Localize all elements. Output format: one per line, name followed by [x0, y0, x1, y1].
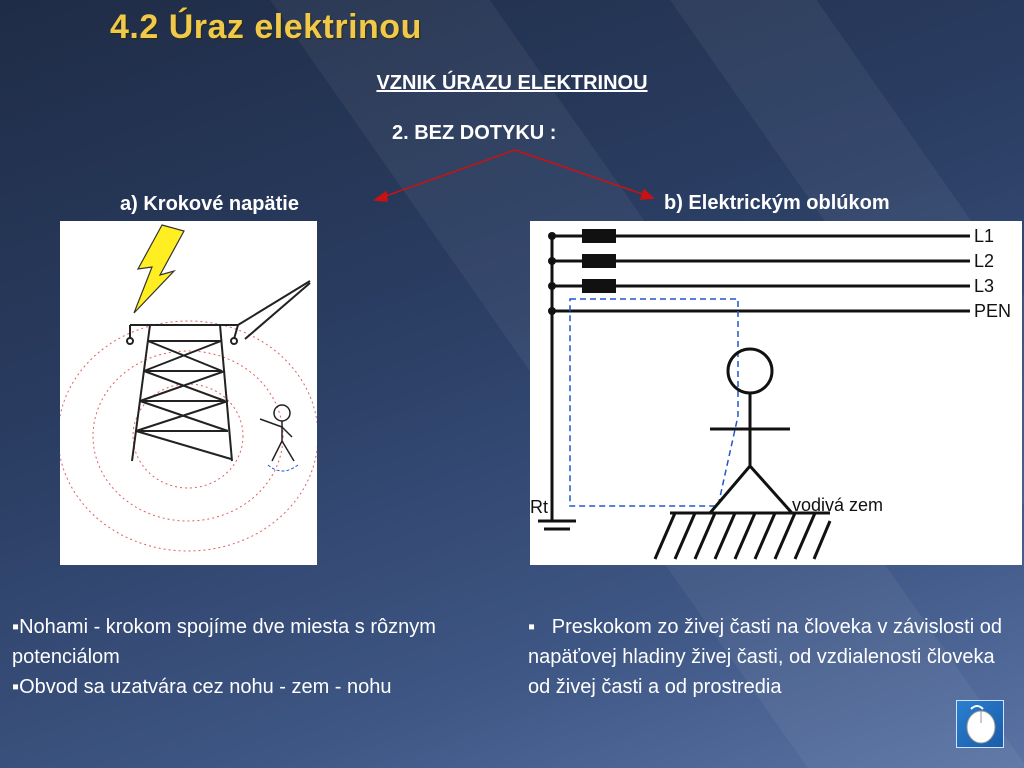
person-icon: [260, 405, 294, 461]
list-item: ▪ Preskokom zo živej časti na človeka v závislosti od napäťovej hladiny živej časti, od vzdialenosti človeka od živej časti a od prostredia: [528, 616, 1002, 698]
section-subheading: 2. BEZ DOTYKU :: [392, 122, 557, 144]
current-path: [570, 299, 738, 506]
arc-illustration: [530, 221, 1022, 565]
line-label-l2: L2: [974, 251, 995, 271]
line-label-pen: PEN: [974, 301, 1012, 321]
left-text-block: [12, 612, 512, 702]
diagram-electric-arc: [530, 221, 1022, 565]
label-b: b) Elektrickým oblúkom: [664, 192, 890, 214]
list-item: ▪Obvod sa uzatvára cez nohu - zem - nohu: [12, 676, 392, 698]
ground-hatch: [655, 513, 830, 559]
ground-label: vodivá zem: [792, 495, 884, 515]
bullet-text: Preskokom zo živej časti na človeka v závislosti od napäťovej hladiny živej časti, od vzdialenosti človeka od živej časti a od prostredia: [528, 616, 1002, 698]
heading-text: VZNIK ÚRAZU ELEKTRINOU: [376, 72, 648, 94]
step-voltage-illustration: [60, 221, 317, 565]
person-icon: [670, 349, 830, 513]
rt-label: Rt: [530, 497, 548, 517]
slide-title: 4.2 Úraz elektrinou: [110, 8, 422, 46]
bullet-text: Obvod sa uzatvára cez nohu - zem - nohu: [19, 676, 392, 698]
bullet-text: Nohami - krokom spojíme dve miesta s rôznym potenciálom: [12, 616, 436, 668]
mouse-glyph: [957, 701, 1003, 747]
mouse-icon[interactable]: [956, 700, 1004, 748]
diagram-step-voltage: [60, 221, 317, 565]
line-label-l3: L3: [974, 276, 995, 296]
right-text-block: [528, 612, 1008, 702]
label-a: a) Krokové napätie: [120, 193, 299, 215]
line-label-l1: L1: [974, 226, 995, 246]
list-item: ▪Nohami - krokom spojíme dve miesta s rôznym potenciálom: [12, 616, 436, 668]
lightning-icon: [134, 225, 184, 313]
